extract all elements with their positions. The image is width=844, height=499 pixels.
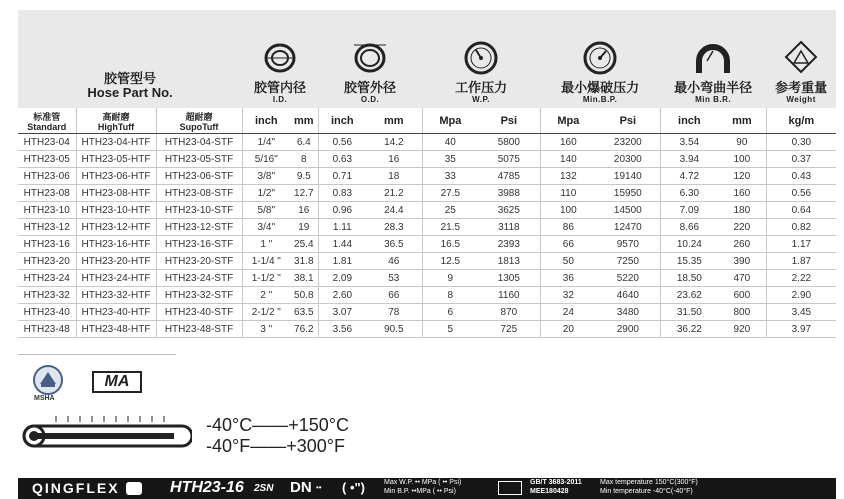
od-mm-cell: 46 <box>366 253 422 270</box>
table-row <box>18 185 836 202</box>
bp-mpa-cell: 36 <box>540 270 596 287</box>
bp-mpa-cell: 66 <box>540 236 596 253</box>
wt-kgm-header: kg/m <box>766 108 836 134</box>
bp-psi-cell: 3480 <box>596 304 660 321</box>
br-mm-cell: 160 <box>718 185 766 202</box>
br-inch-cell: 36.22 <box>660 321 718 338</box>
wt-group-header <box>766 10 836 108</box>
min-temp-text: Min temperature -40°C(-40°F) <box>600 488 693 495</box>
id-inch-cell: 1 " <box>242 236 290 253</box>
od-inch-cell: 0.71 <box>318 168 366 185</box>
max-wp-text: Max W.P. •• MPa ( •• Psi) <box>384 479 462 486</box>
hose-outer-diameter-icon <box>352 39 388 77</box>
br-mm-cell: 260 <box>718 236 766 253</box>
wp-psi-cell: 870 <box>478 304 540 321</box>
weight-icon <box>783 39 819 77</box>
od-inch-cell: 0.96 <box>318 202 366 219</box>
bp-psi-cell: 19140 <box>596 168 660 185</box>
wp-mpa-header: Mpa <box>422 108 478 134</box>
wp-mpa-cell: 25 <box>422 202 478 219</box>
table-row <box>18 287 836 304</box>
bp-psi-cell: 14500 <box>596 202 660 219</box>
hightuff-header <box>76 108 156 134</box>
inch-placeholder: ( •") <box>342 480 365 495</box>
od-inch-cell: 3.56 <box>318 321 366 338</box>
weight-kgm-cell: 3.97 <box>766 321 836 338</box>
weight-kgm-cell: 1.17 <box>766 236 836 253</box>
temp-range-celsius: -40°C——+150°C <box>206 415 349 435</box>
standard-part-no-cell: HTH23-16 <box>18 236 76 253</box>
od-mm-header: mm <box>366 108 422 134</box>
bp-psi-cell: 5220 <box>596 270 660 287</box>
weight-kgm-cell: 1.87 <box>766 253 836 270</box>
wp-mpa-cell: 40 <box>422 134 478 151</box>
bp-mpa-cell: 160 <box>540 134 596 151</box>
supotuff-header-cn: 超耐磨 <box>185 112 213 122</box>
br-inch-cell: 15.35 <box>660 253 718 270</box>
br-inch-cell: 23.62 <box>660 287 718 304</box>
msha-logo-icon <box>28 364 68 396</box>
od-inch-cell: 3.07 <box>318 304 366 321</box>
supotuff-part-no-cell: HTH23-32-STF <box>156 287 242 304</box>
br-mm-cell: 100 <box>718 151 766 168</box>
br-inch-cell: 3.54 <box>660 134 718 151</box>
table-row <box>18 151 836 168</box>
table-body <box>18 134 836 338</box>
wp-mpa-cell: 16.5 <box>422 236 478 253</box>
wt-header-cn: 参考重量 <box>775 80 828 95</box>
id-mm-cell: 8 <box>290 151 318 168</box>
supotuff-part-no-cell: HTH23-20-STF <box>156 253 242 270</box>
standard-part-no-cell: HTH23-32 <box>18 287 76 304</box>
supotuff-part-no-cell: HTH23-04-STF <box>156 134 242 151</box>
od-mm-cell: 28.3 <box>366 219 422 236</box>
id-mm-cell: 76.2 <box>290 321 318 338</box>
bp-mpa-cell: 100 <box>540 202 596 219</box>
id-inch-cell: 5/16" <box>242 151 290 168</box>
id-inch-cell: 3/8" <box>242 168 290 185</box>
br-mm-cell: 470 <box>718 270 766 287</box>
od-inch-cell: 0.56 <box>318 134 366 151</box>
od-inch-cell: 1.44 <box>318 236 366 253</box>
standard-part-no-cell: HTH23-06 <box>18 168 76 185</box>
od-inch-cell: 1.11 <box>318 219 366 236</box>
id-inch-cell: 1/2" <box>242 185 290 202</box>
od-mm-cell: 66 <box>366 287 422 304</box>
standard-part-no-cell: HTH23-20 <box>18 253 76 270</box>
standard-part-no-cell: HTH23-12 <box>18 219 76 236</box>
wp-header-en: W.P. <box>472 95 490 104</box>
wp-psi-cell: 5800 <box>478 134 540 151</box>
hightuff-part-no-cell: HTH23-48-HTF <box>76 321 156 338</box>
group-header-row <box>18 10 836 108</box>
bp-psi-cell: 23200 <box>596 134 660 151</box>
supotuff-part-no-cell: HTH23-05-STF <box>156 151 242 168</box>
od-inch-cell: 2.09 <box>318 270 366 287</box>
standard-part-no-cell: HTH23-40 <box>18 304 76 321</box>
unit-header-row <box>18 108 836 134</box>
br-header-cn: 最小弯曲半径 <box>674 80 753 95</box>
od-mm-cell: 53 <box>366 270 422 287</box>
br-inch-cell: 31.50 <box>660 304 718 321</box>
od-mm-cell: 24.4 <box>366 202 422 219</box>
br-mm-cell: 120 <box>718 168 766 185</box>
br-mm-cell: 220 <box>718 219 766 236</box>
hightuff-header-cn: 高耐磨 <box>102 112 130 122</box>
wp-psi-cell: 3118 <box>478 219 540 236</box>
hightuff-part-no-cell: HTH23-16-HTF <box>76 236 156 253</box>
brand-name: QINGFLEX <box>32 480 120 496</box>
max-temp-text: Max temperature 150°C(300°F) <box>600 479 698 486</box>
od-header-en: O.D. <box>360 95 380 104</box>
bp-mpa-cell: 32 <box>540 287 596 304</box>
supotuff-part-no-cell: HTH23-40-STF <box>156 304 242 321</box>
wp-mpa-cell: 6 <box>422 304 478 321</box>
temp-range-fahrenheit: -40°F——+300°F <box>206 436 345 456</box>
ma-logo <box>92 371 142 393</box>
hose-layline-footer <box>18 478 836 499</box>
id-inch-cell: 5/8" <box>242 202 290 219</box>
od-mm-cell: 14.2 <box>366 134 422 151</box>
bp-psi-header: Psi <box>596 108 660 134</box>
br-inch-cell: 10.24 <box>660 236 718 253</box>
table-row <box>18 321 836 338</box>
standard-part-no-cell: HTH23-05 <box>18 151 76 168</box>
min-bp-text: Min B.P. ••MPa ( •• Psi) <box>384 488 456 495</box>
hightuff-part-no-cell: HTH23-32-HTF <box>76 287 156 304</box>
standard-part-no-cell: HTH23-04 <box>18 134 76 151</box>
wp-mpa-cell: 8 <box>422 287 478 304</box>
id-mm-cell: 25.4 <box>290 236 318 253</box>
supotuff-part-no-cell: HTH23-16-STF <box>156 236 242 253</box>
weight-kgm-cell: 0.30 <box>766 134 836 151</box>
model-suffix: 2SN <box>254 483 274 494</box>
id-inch-cell: 2-1/2 " <box>242 304 290 321</box>
spec-table <box>18 10 836 338</box>
standard-header-en: Standard <box>27 122 67 132</box>
standard-part-no-cell: HTH23-48 <box>18 321 76 338</box>
table-row <box>18 134 836 151</box>
br-mm-header: mm <box>718 108 766 134</box>
supotuff-part-no-cell: HTH23-24-STF <box>156 270 242 287</box>
od-mm-cell: 21.2 <box>366 185 422 202</box>
bend-radius-icon <box>691 39 735 77</box>
wp-psi-cell: 1813 <box>478 253 540 270</box>
burst-pressure-gauge-icon <box>581 39 619 77</box>
wp-psi-cell: 3988 <box>478 185 540 202</box>
standard-code: GB/T 3683-2011 <box>530 479 582 486</box>
supotuff-header <box>156 108 242 134</box>
hightuff-part-no-cell: HTH23-20-HTF <box>76 253 156 270</box>
weight-kgm-cell: 0.37 <box>766 151 836 168</box>
hose-part-no-header <box>18 10 242 108</box>
weight-kgm-cell: 3.45 <box>766 304 836 321</box>
id-header-en: I.D. <box>272 95 288 104</box>
bp-psi-cell: 7250 <box>596 253 660 270</box>
wt-header-en: Weight <box>786 95 816 104</box>
weight-kgm-cell: 2.90 <box>766 287 836 304</box>
bp-mpa-cell: 20 <box>540 321 596 338</box>
table-row <box>18 202 836 219</box>
od-mm-cell: 18 <box>366 168 422 185</box>
wp-mpa-cell: 21.5 <box>422 219 478 236</box>
bp-psi-cell: 4640 <box>596 287 660 304</box>
weight-kgm-cell: 0.82 <box>766 219 836 236</box>
standard-part-no-cell: HTH23-10 <box>18 202 76 219</box>
hightuff-part-no-cell: HTH23-04-HTF <box>76 134 156 151</box>
supotuff-header-en: SupoTuff <box>179 122 219 132</box>
br-mm-cell: 800 <box>718 304 766 321</box>
br-inch-cell: 3.94 <box>660 151 718 168</box>
od-group-header <box>318 10 422 108</box>
od-inch-cell: 0.63 <box>318 151 366 168</box>
id-inch-cell: 3 " <box>242 321 290 338</box>
id-inch-cell: 3/4" <box>242 219 290 236</box>
od-inch-cell: 0.83 <box>318 185 366 202</box>
od-mm-cell: 16 <box>366 151 422 168</box>
id-inch-cell: 2 " <box>242 287 290 304</box>
br-inch-cell: 8.66 <box>660 219 718 236</box>
wp-group-header <box>422 10 540 108</box>
bp-mpa-cell: 132 <box>540 168 596 185</box>
br-inch-cell: 4.72 <box>660 168 718 185</box>
standard-part-no-cell: HTH23-08 <box>18 185 76 202</box>
br-inch-cell: 7.09 <box>660 202 718 219</box>
hightuff-part-no-cell: HTH23-12-HTF <box>76 219 156 236</box>
id-mm-cell: 16 <box>290 202 318 219</box>
hightuff-header-en: HighTuff <box>97 122 135 132</box>
wp-psi-cell: 1305 <box>478 270 540 287</box>
br-mm-cell: 180 <box>718 202 766 219</box>
wp-header-cn: 工作压力 <box>455 80 508 95</box>
wp-mpa-cell: 33 <box>422 168 478 185</box>
supotuff-part-no-cell: HTH23-12-STF <box>156 219 242 236</box>
br-header-en: Min B.R. <box>695 95 732 104</box>
br-inch-header: inch <box>660 108 718 134</box>
hightuff-part-no-cell: HTH23-40-HTF <box>76 304 156 321</box>
wp-mpa-cell: 35 <box>422 151 478 168</box>
bp-psi-cell: 20300 <box>596 151 660 168</box>
id-inch-cell: 1/4" <box>242 134 290 151</box>
hose-part-no-cn: 胶管型号 <box>104 71 157 86</box>
wp-psi-header: Psi <box>478 108 540 134</box>
standard-header <box>18 108 76 134</box>
od-inch-cell: 2.60 <box>318 287 366 304</box>
od-mm-cell: 36.5 <box>366 236 422 253</box>
wp-psi-cell: 1160 <box>478 287 540 304</box>
hose-part-no-en: Hose Part No. <box>87 85 173 100</box>
br-mm-cell: 920 <box>718 321 766 338</box>
id-mm-cell: 38.1 <box>290 270 318 287</box>
standard-header-cn: 标准管 <box>33 112 61 122</box>
weight-kgm-cell: 0.43 <box>766 168 836 185</box>
standard-part-no-cell: HTH23-24 <box>18 270 76 287</box>
brand-mascot-icon <box>126 482 142 495</box>
id-inch-header: inch <box>242 108 290 134</box>
id-group-header <box>242 10 318 108</box>
hightuff-part-no-cell: HTH23-08-HTF <box>76 185 156 202</box>
table-row <box>18 236 836 253</box>
bp-psi-cell: 12470 <box>596 219 660 236</box>
pressure-gauge-icon <box>462 39 500 77</box>
bp-header-cn: 最小爆破压力 <box>561 80 640 95</box>
bp-mpa-cell: 50 <box>540 253 596 270</box>
bp-group-header <box>540 10 660 108</box>
br-mm-cell: 90 <box>718 134 766 151</box>
wp-mpa-cell: 9 <box>422 270 478 287</box>
br-inch-cell: 18.50 <box>660 270 718 287</box>
id-inch-cell: 1-1/2 " <box>242 270 290 287</box>
bp-psi-cell: 15950 <box>596 185 660 202</box>
wp-mpa-cell: 12.5 <box>422 253 478 270</box>
wp-psi-cell: 725 <box>478 321 540 338</box>
supotuff-part-no-cell: HTH23-06-STF <box>156 168 242 185</box>
br-mm-cell: 600 <box>718 287 766 304</box>
od-inch-header: inch <box>318 108 366 134</box>
wp-mpa-cell: 27.5 <box>422 185 478 202</box>
model-code: HTH23-16 <box>170 479 244 496</box>
dn-placeholder: •• <box>316 483 322 492</box>
od-header-cn: 胶管外径 <box>344 80 397 95</box>
msha-label: MSHA <box>34 395 55 402</box>
od-mm-cell: 78 <box>366 304 422 321</box>
vehicle-icon <box>498 481 522 495</box>
hightuff-part-no-cell: HTH23-06-HTF <box>76 168 156 185</box>
id-mm-cell: 63.5 <box>290 304 318 321</box>
wp-psi-cell: 4785 <box>478 168 540 185</box>
id-mm-cell: 6.4 <box>290 134 318 151</box>
br-group-header <box>660 10 766 108</box>
table-row <box>18 270 836 287</box>
bp-mpa-cell: 110 <box>540 185 596 202</box>
id-inch-cell: 1-1/4 " <box>242 253 290 270</box>
bp-psi-cell: 2900 <box>596 321 660 338</box>
weight-kgm-cell: 2.22 <box>766 270 836 287</box>
wp-psi-cell: 5075 <box>478 151 540 168</box>
table-row <box>18 304 836 321</box>
wp-psi-cell: 2393 <box>478 236 540 253</box>
hose-inner-diameter-icon <box>262 39 298 77</box>
id-header-cn: 胶管内径 <box>254 80 307 95</box>
dn-label: DN <box>290 479 312 496</box>
bp-mpa-cell: 140 <box>540 151 596 168</box>
bp-mpa-cell: 86 <box>540 219 596 236</box>
weight-kgm-cell: 0.56 <box>766 185 836 202</box>
hightuff-part-no-cell: HTH23-24-HTF <box>76 270 156 287</box>
supotuff-part-no-cell: HTH23-48-STF <box>156 321 242 338</box>
table-row <box>18 168 836 185</box>
od-mm-cell: 90.5 <box>366 321 422 338</box>
bp-mpa-header: Mpa <box>540 108 596 134</box>
id-mm-cell: 31.8 <box>290 253 318 270</box>
weight-kgm-cell: 0.64 <box>766 202 836 219</box>
bp-header-en: Min.B.P. <box>582 95 618 104</box>
id-mm-cell: 19 <box>290 219 318 236</box>
divider <box>18 354 176 355</box>
br-inch-cell: 6.30 <box>660 185 718 202</box>
supotuff-part-no-cell: HTH23-08-STF <box>156 185 242 202</box>
table-row <box>18 253 836 270</box>
ma-logo-text: MA <box>104 373 130 390</box>
bp-mpa-cell: 24 <box>540 304 596 321</box>
wp-mpa-cell: 5 <box>422 321 478 338</box>
certificate-code: MEE180428 <box>530 488 569 495</box>
id-mm-cell: 9.5 <box>290 168 318 185</box>
br-mm-cell: 390 <box>718 253 766 270</box>
table-row <box>18 219 836 236</box>
wp-psi-cell: 3625 <box>478 202 540 219</box>
id-mm-header: mm <box>290 108 318 134</box>
id-mm-cell: 50.8 <box>290 287 318 304</box>
thermometer-icon <box>16 412 192 454</box>
hightuff-part-no-cell: HTH23-05-HTF <box>76 151 156 168</box>
hightuff-part-no-cell: HTH23-10-HTF <box>76 202 156 219</box>
od-inch-cell: 1.81 <box>318 253 366 270</box>
id-mm-cell: 12.7 <box>290 185 318 202</box>
supotuff-part-no-cell: HTH23-10-STF <box>156 202 242 219</box>
bp-psi-cell: 9570 <box>596 236 660 253</box>
